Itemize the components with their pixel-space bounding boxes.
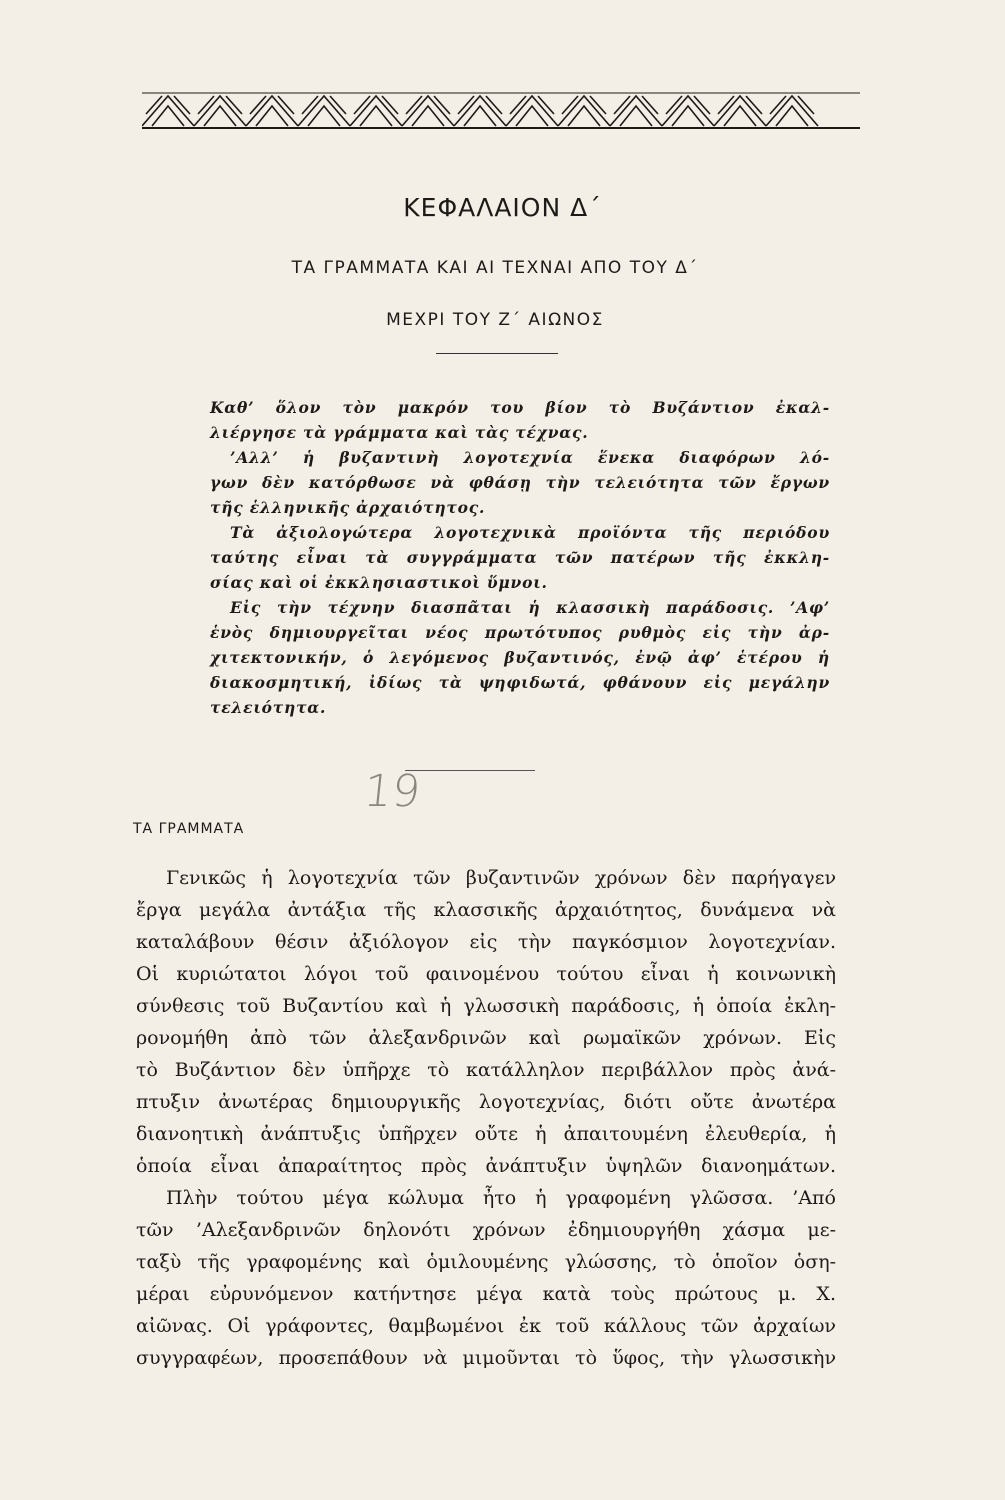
summary-line: Τὰ ἀξιολογώτερα λογοτεχνικὰ προϊόντα τῆς περιόδου [230, 523, 830, 542]
summary-line: ταύτης εἶναι τὰ συγγράμματα τῶν πατέρων τῆς ἐκκλη- [210, 548, 830, 567]
pencil-margin-note: 19 [361, 766, 423, 817]
summary-line: Καθ’ ὅλον τὸν μακρόν του βίον τὸ Βυζάντιον ἐκαλ- [210, 398, 830, 417]
body-line: Γενικῶς ἡ λογοτεχνία τῶν βυζαντινῶν χρόνων δὲν παρήγαγεν [166, 867, 836, 889]
body-line: ρονομήθη ἀπὸ τῶν ἀλεξανδρινῶν καὶ ρωμαϊκῶν χρόνων. Εἰς [136, 1027, 836, 1049]
body-line: ὁποία εἶναι ἀπαραίτητος πρὸς ἀνάπτυξιν ὑψηλῶν διανοημάτων. [136, 1155, 836, 1177]
body-line: μέραι εὐρυνόμενον κατήντησε μέγα κατὰ τοὺς πρώτους μ. Χ. [136, 1283, 836, 1305]
section-divider-rule [405, 770, 535, 771]
summary-line: ’Αλλ’ ἡ βυζαντινὴ λογοτεχνία ἕνεκα διαφόρων λό- [230, 448, 830, 467]
summary-line: τῆς ἑλληνικῆς ἀρχαιότητος. [210, 498, 486, 517]
chapter-subtitle-line-2: ΜΕΧΡΙ ΤΟΥ Ζ΄ ΑΙΩΝΟΣ [386, 310, 604, 330]
chapter-subtitle-line-1: ΤΑ ΓΡΑΜΜΑΤΑ ΚΑΙ ΑΙ ΤΕΧΝΑΙ ΑΠΟ ΤΟΥ Δ΄ [291, 258, 699, 278]
chapter-title: ΚΕΦΑΛΑΙΟΝ Δ΄ [403, 193, 602, 222]
summary-line: σίας καὶ οἱ ἐκκλησιαστικοὶ ὕμνοι. [210, 573, 548, 592]
section-heading: ΤΑ ΓΡΑΜΜΑΤΑ [133, 821, 245, 837]
body-line: συγγραφέων, προσεπάθουν νὰ μιμοῦνται τὸ ὕφος, τὴν γλωσσικὴν [136, 1347, 836, 1369]
body-line: καταλάβουν θέσιν ἀξιόλογον εἰς τὴν παγκόσμιον λογοτεχνίαν. [136, 931, 836, 953]
summary-line: Εἰς τὴν τέχνην διασπᾶται ἡ κλασσικὴ παράδοσις. ’Αφ’ [230, 598, 830, 617]
body-line: τῶν ’Αλεξανδρινῶν δηλονότι χρόνων ἐδημιουργήθη χάσμα με- [136, 1219, 836, 1241]
summary-line: διακοσμητική, ἰδίως τὰ ψηφιδωτά, φθάνουν εἰς μεγάλην [210, 673, 830, 692]
body-line: ἔργα μεγάλα ἀντάξια τῆς κλασσικῆς ἀρχαιότητος, δυνάμενα νὰ [136, 899, 836, 921]
body-line: αἰῶνας. Οἱ γράφοντες, θαμβωμένοι ἐκ τοῦ κάλλους τῶν ἀρχαίων [136, 1315, 836, 1337]
body-line: πτυξιν ἀνωτέρας δημιουργικῆς λογοτεχνίας, διότι οὔτε ἀνωτέρα [136, 1091, 836, 1113]
summary-line: χιτεκτονικήν, ὁ λεγόμενος βυζαντινός, ἐνῷ ἀφ’ ἑτέρου ἡ [210, 648, 830, 667]
greek-key-border-ornament [142, 90, 860, 132]
summary-line: λιέργησε τὰ γράμματα καὶ τὰς τέχνας. [210, 423, 589, 442]
body-line: σύνθεσις τοῦ Βυζαντίου καὶ ἡ γλωσσικὴ παράδοσις, ἡ ὁποία ἐκλη- [136, 995, 836, 1017]
body-line: Οἱ κυριώτατοι λόγοι τοῦ φαινομένου τούτου εἶναι ἡ κοινωνικὴ [136, 963, 836, 985]
body-line: Πλὴν τούτου μέγα κώλυμα ἦτο ἡ γραφομένη γλῶσσα. ’Από [166, 1187, 836, 1209]
summary-line: γων δὲν κατόρθωσε νὰ φθάσῃ τὴν τελειότητα τῶν ἔργων [210, 473, 830, 492]
body-line: ταξὺ τῆς γραφομένης καὶ ὁμιλουμένης γλώσσης, τὸ ὁποῖον ὁση- [136, 1251, 836, 1273]
body-line: διανοητικὴ ἀνάπτυξις ὑπῆρχεν οὔτε ἡ ἀπαιτουμένη ἐλευθερία, ἡ [136, 1123, 836, 1145]
summary-line: τελειότητα. [210, 698, 327, 717]
body-line: τὸ Βυζάντιον δὲν ὑπῆρχε τὸ κατάλληλον περιβάλλον πρὸς ἀνά- [136, 1059, 836, 1081]
chapter-summary [210, 395, 830, 720]
summary-line: ἑνὸς δημιουργεῖται νέος πρωτότυπος ρυθμὸς εἰς τὴν ἀρ- [210, 623, 830, 642]
body-text [136, 862, 836, 1374]
divider-rule [436, 353, 558, 354]
